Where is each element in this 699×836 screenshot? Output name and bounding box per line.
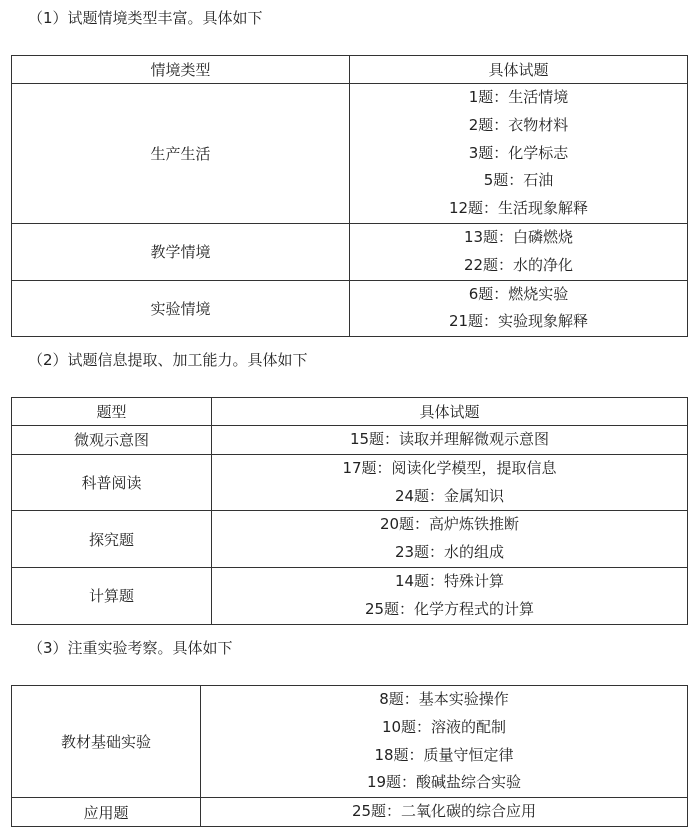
table-row bbox=[12, 567, 688, 624]
row-type-cell: 教学情境 bbox=[12, 223, 350, 280]
table-row bbox=[12, 280, 688, 337]
row-type-cell: 探究题 bbox=[12, 511, 212, 568]
row-items-cell bbox=[212, 454, 688, 511]
item-text: 24题：金属知识 bbox=[394, 486, 505, 505]
table-row bbox=[12, 426, 688, 455]
table-row bbox=[12, 223, 688, 280]
row-items-cell bbox=[350, 84, 688, 224]
item-text: 1题：生活情境 bbox=[468, 88, 569, 106]
header-cell-type: 情境类型 bbox=[12, 56, 350, 84]
row-items-cell bbox=[212, 511, 688, 568]
item-text: 3题：化学标志 bbox=[468, 143, 569, 162]
item-text: 2题：衣物材料 bbox=[468, 115, 569, 134]
row-type-cell: 生产生活 bbox=[12, 84, 350, 224]
item-text: 23题：水的组成 bbox=[394, 543, 505, 562]
section3-heading: （3）注重实验考察。具体如下 bbox=[28, 639, 233, 657]
item-text: 14题：特殊计算 bbox=[394, 571, 505, 590]
item-text: 12题：生活现象解释 bbox=[448, 199, 589, 218]
row-type-cell: 实验情境 bbox=[12, 280, 350, 337]
table-row bbox=[12, 798, 688, 827]
question-type-table bbox=[11, 397, 688, 625]
row-items-cell bbox=[350, 280, 688, 337]
row-type-cell: 科普阅读 bbox=[12, 454, 212, 511]
item-text: 5题：石油 bbox=[483, 171, 554, 190]
row-items-cell bbox=[350, 223, 688, 280]
item-text: 18题：质量守恒定律 bbox=[374, 745, 514, 764]
table-header-row bbox=[12, 56, 688, 84]
item-text: 6题：燃烧实验 bbox=[468, 284, 569, 303]
table-header-row bbox=[12, 398, 688, 426]
item-text: 25题：二氧化碳的综合应用 bbox=[351, 802, 537, 821]
row-items-cell bbox=[212, 567, 688, 624]
item-text: 19题：酸碱盐综合实验 bbox=[366, 773, 522, 792]
item-text: 8题：基本实验操作 bbox=[379, 690, 509, 708]
table-row bbox=[12, 511, 688, 568]
section1-heading: （1）试题情境类型丰富。具体如下 bbox=[28, 9, 263, 27]
header-cell-items: 具体试题 bbox=[212, 398, 688, 426]
header-cell-type: 题型 bbox=[12, 398, 212, 426]
row-type-cell: 计算题 bbox=[12, 567, 212, 624]
context-type-table bbox=[11, 55, 688, 337]
row-items-cell bbox=[212, 426, 688, 455]
item-text: 10题：溶液的配制 bbox=[381, 717, 507, 736]
table-row bbox=[12, 84, 688, 224]
row-type-cell: 应用题 bbox=[12, 798, 201, 827]
item-text: 22题：水的净化 bbox=[463, 255, 574, 274]
section2-heading: （2）试题信息提取、加工能力。具体如下 bbox=[28, 351, 308, 369]
item-text: 25题：化学方程式的计算 bbox=[364, 599, 535, 618]
item-text: 20题：高炉炼铁推断 bbox=[379, 515, 520, 534]
item-text: 21题：实验现象解释 bbox=[448, 312, 589, 331]
header-cell-items: 具体试题 bbox=[350, 56, 688, 84]
row-items-cell bbox=[201, 686, 688, 798]
row-type-cell: 微观示意图 bbox=[12, 426, 212, 455]
row-type-cell: 教材基础实验 bbox=[12, 686, 201, 798]
row-items-cell bbox=[201, 798, 688, 827]
experiment-table bbox=[11, 685, 688, 827]
item-text: 15题：读取并理解微观示意图 bbox=[349, 430, 550, 448]
table-row bbox=[12, 454, 688, 511]
item-text: 13题：白磷燃烧 bbox=[463, 227, 574, 246]
item-text: 17题：阅读化学模型，提取信息 bbox=[342, 458, 557, 477]
table-row bbox=[12, 686, 688, 798]
